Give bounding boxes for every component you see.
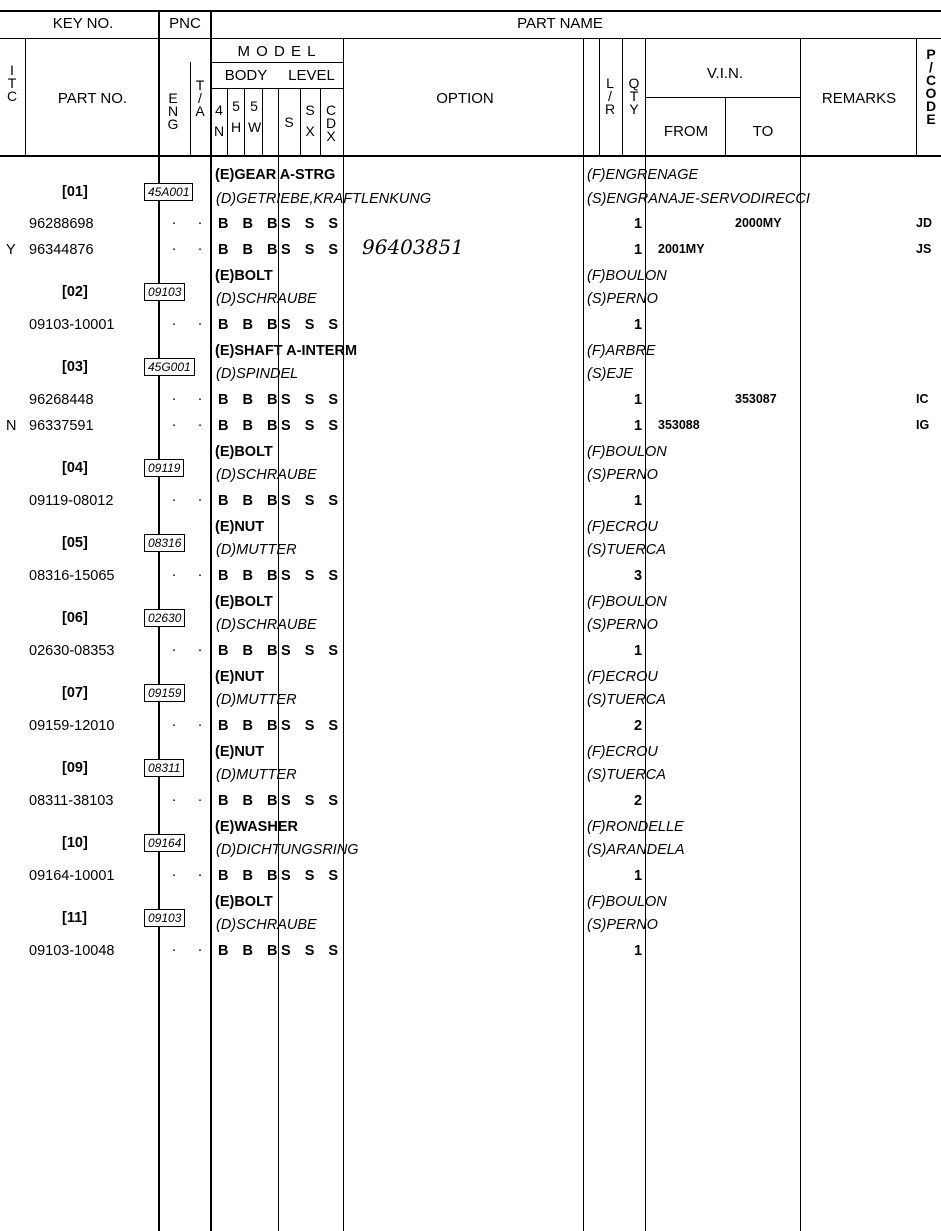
body-flags: B B B bbox=[218, 868, 283, 885]
level-flags: S S S bbox=[281, 567, 344, 584]
key-no: [06] bbox=[62, 610, 88, 627]
quantity: 1 bbox=[634, 642, 643, 659]
part-name-french: (F)BOULON bbox=[587, 893, 667, 910]
part-name-german: (D)SPINDEL bbox=[216, 366, 299, 383]
vin-left-divider bbox=[645, 38, 646, 1231]
key-no: [04] bbox=[62, 460, 88, 477]
level-col-sx: S X bbox=[305, 102, 315, 139]
pnc-code: 02630 bbox=[144, 609, 185, 627]
quantity: 1 bbox=[634, 417, 643, 434]
eng-ta-dots: . . bbox=[172, 563, 212, 580]
part-number: 09164-10001 bbox=[29, 868, 115, 885]
part-name-english: (E)NUT bbox=[215, 668, 265, 685]
model-left-divider bbox=[210, 10, 212, 1231]
level-flags: S S S bbox=[281, 216, 344, 233]
part-number: 02630-08353 bbox=[29, 642, 115, 659]
pnc-code: 09159 bbox=[144, 684, 185, 702]
part-name-german: (D)MUTTER bbox=[216, 692, 297, 709]
level-col-divider bbox=[320, 88, 321, 156]
level-flags: S S S bbox=[281, 417, 344, 434]
quantity: 1 bbox=[634, 868, 643, 885]
from-header: FROM bbox=[663, 123, 709, 140]
pnc-code: 08311 bbox=[144, 759, 184, 777]
part-name-german: (D)SCHRAUBE bbox=[216, 917, 317, 934]
eng-ta-dots: . . bbox=[172, 714, 212, 730]
eng-ta-dots: . . bbox=[172, 638, 212, 655]
quantity: 1 bbox=[634, 317, 643, 334]
quantity: 1 bbox=[634, 943, 643, 960]
lr-divider bbox=[599, 38, 600, 156]
from-to-divider bbox=[725, 97, 726, 156]
part-name-french: (F)ECROU bbox=[587, 668, 658, 685]
part-number: 09103-10048 bbox=[29, 943, 115, 960]
part-name-english: (E)BOLT bbox=[215, 893, 273, 910]
pnc-code: 09119 bbox=[144, 459, 184, 477]
part-name-german: (D)SCHRAUBE bbox=[216, 617, 317, 634]
eng-divider bbox=[190, 62, 191, 156]
part-name-german: (D)MUTTER bbox=[216, 767, 297, 784]
part-number: 96268448 bbox=[29, 392, 94, 409]
part-name-french: (F)RONDELLE bbox=[587, 818, 684, 835]
part-name-spanish: (S)PERNO bbox=[587, 917, 658, 934]
part-name-right-divider bbox=[583, 38, 584, 1231]
body-flags: B B B bbox=[218, 492, 283, 509]
body-flags: B B B bbox=[218, 216, 283, 233]
pnc-code: 08316 bbox=[144, 534, 185, 552]
quantity: 2 bbox=[634, 718, 643, 734]
part-name-spanish: (S)ARANDELA bbox=[587, 842, 685, 859]
level-flags: S S S bbox=[281, 317, 344, 334]
level-flags: S S S bbox=[281, 868, 344, 885]
body-flags: B B B bbox=[218, 642, 283, 659]
body-level-divider bbox=[210, 88, 343, 89]
part-name-french: (F)ENGRENAGE bbox=[587, 167, 699, 183]
pcode-divider bbox=[916, 38, 917, 156]
key-no: [10] bbox=[62, 835, 88, 852]
body-col-4n: 4 N bbox=[213, 102, 225, 139]
part-name-french: (F)BOULON bbox=[587, 443, 667, 460]
body-col-divider bbox=[244, 88, 245, 156]
part-name-spanish: (S)ENGRANAJE-SERVODIRECCI bbox=[587, 190, 810, 207]
part-name-german: (D)SCHRAUBE bbox=[216, 467, 317, 484]
key-no: [11] bbox=[62, 910, 87, 927]
level-col-divider bbox=[300, 88, 301, 156]
part-name-english: (E)NUT bbox=[215, 518, 265, 535]
part-number: 08316-15065 bbox=[29, 567, 115, 584]
level-flags: S S S bbox=[281, 492, 344, 509]
part-name-spanish: (S)EJE bbox=[587, 366, 633, 383]
eng-ta-dots: . . bbox=[172, 212, 212, 229]
pnc-code: 45G001 bbox=[144, 358, 195, 376]
pnc-header: PNC bbox=[169, 15, 201, 32]
body-col-divider bbox=[227, 88, 228, 156]
eng-ta-dots: . . bbox=[172, 789, 212, 806]
part-name-french: (F)ECROU bbox=[587, 743, 658, 760]
remarks-header: REMARKS bbox=[821, 90, 897, 107]
part-name-english: (E)WASHER bbox=[215, 818, 298, 835]
level-flags: S S S bbox=[281, 392, 344, 409]
body-level-divider-v bbox=[278, 88, 279, 1231]
part-name-spanish: (S)TUERCA bbox=[587, 542, 666, 559]
pcode-value: JS bbox=[916, 242, 932, 257]
part-name-english: (E)SHAFT A-INTERM bbox=[215, 342, 358, 359]
vin-from: 2001MY bbox=[658, 242, 705, 257]
part-name-german: (D)SCHRAUBE bbox=[216, 291, 317, 308]
body-flags: B B B bbox=[218, 718, 283, 734]
body-flags: B B B bbox=[218, 392, 283, 409]
pnc-code: 09103 bbox=[144, 909, 185, 927]
level-flags: S S S bbox=[281, 943, 344, 960]
vin-header: V.I.N. bbox=[706, 65, 744, 82]
itc-code: N bbox=[6, 417, 17, 434]
body-flags: B B B bbox=[218, 242, 283, 259]
level-flags: S S S bbox=[281, 718, 344, 734]
vin-to: 353087 bbox=[735, 392, 777, 407]
eng-header: E N G bbox=[167, 90, 179, 132]
part-name-spanish: (S)PERNO bbox=[587, 617, 658, 634]
itc-code: Y bbox=[6, 242, 16, 259]
part-name-english: (E)BOLT bbox=[215, 267, 273, 284]
part-name-english: (E)GEAR A-STRG bbox=[215, 167, 336, 183]
quantity: 3 bbox=[634, 567, 643, 584]
body-flags: B B B bbox=[218, 793, 283, 810]
part-number: 96288698 bbox=[29, 216, 94, 233]
key-no: [09] bbox=[62, 760, 88, 777]
pcode-value: IC bbox=[916, 392, 929, 407]
part-name-german: (D)DICHTUNGSRING bbox=[216, 842, 359, 859]
model-divider bbox=[210, 62, 343, 63]
quantity: 1 bbox=[634, 392, 643, 409]
key-no: [07] bbox=[62, 685, 88, 702]
to-header: TO bbox=[752, 123, 774, 140]
level-col-s: S bbox=[284, 114, 294, 130]
quantity: 2 bbox=[634, 793, 643, 810]
eng-ta-dots: . . bbox=[172, 388, 212, 405]
part-number: 96337591 bbox=[29, 417, 94, 434]
model-header: M O D E L bbox=[237, 43, 317, 60]
part-name-german: (D)MUTTER bbox=[216, 542, 297, 559]
body-flags: B B B bbox=[218, 567, 283, 584]
body-col-divider bbox=[262, 88, 263, 156]
part-name-french: (F)BOULON bbox=[587, 267, 667, 284]
part-name-french: (F)ECROU bbox=[587, 518, 658, 535]
qty-divider bbox=[622, 38, 623, 156]
option-header: OPTION bbox=[436, 90, 494, 107]
body-flags: B B B bbox=[218, 943, 283, 960]
part-name-english: (E)NUT bbox=[215, 743, 265, 760]
key-no: [03] bbox=[62, 359, 88, 376]
key-no: [02] bbox=[62, 284, 88, 301]
itc-divider bbox=[25, 38, 26, 156]
part-name-spanish: (S)PERNO bbox=[587, 467, 658, 484]
part-number: 09119-08012 bbox=[29, 492, 114, 509]
vin-divider bbox=[645, 97, 800, 98]
part-name-english: (E)BOLT bbox=[215, 443, 273, 460]
pcode-header: P / C O D E bbox=[925, 46, 937, 127]
ta-header: T / A bbox=[195, 77, 205, 119]
eng-ta-dots: . . bbox=[172, 313, 212, 330]
part-name-spanish: (S)TUERCA bbox=[587, 767, 666, 784]
eng-ta-dots: . . bbox=[172, 238, 212, 255]
option-divider bbox=[343, 38, 344, 1231]
quantity: 1 bbox=[634, 492, 643, 509]
part-name-french: (F)BOULON bbox=[587, 593, 667, 610]
eng-ta-dots: . . bbox=[172, 413, 212, 430]
handwritten-note: 96403851 bbox=[362, 235, 464, 260]
lr-header: L / R bbox=[604, 75, 616, 117]
part-name-english: (E)BOLT bbox=[215, 593, 273, 610]
itc-header: I T C bbox=[6, 62, 18, 104]
level-header: LEVEL bbox=[288, 67, 335, 84]
part-name-header: PART NAME bbox=[517, 15, 603, 32]
eng-ta-dots: . . bbox=[172, 488, 212, 505]
body-header: BODY bbox=[224, 67, 268, 84]
body-col-5w: 5 W bbox=[248, 98, 262, 135]
part-number: 09103-10001 bbox=[29, 317, 115, 334]
body-col-5h: 5 H bbox=[230, 98, 242, 135]
key-no: [01] bbox=[62, 183, 88, 200]
part-number: 09159-12010 bbox=[29, 718, 115, 734]
part-number: 96344876 bbox=[29, 242, 94, 259]
eng-ta-dots: . . bbox=[172, 939, 212, 956]
pnc-code: 09164 bbox=[144, 834, 185, 852]
part-no-header: PART NO. bbox=[57, 90, 128, 107]
body-flags: B B B bbox=[218, 317, 283, 334]
part-name-german: (D)GETRIEBE,KRAFTLENKUNG bbox=[216, 190, 432, 207]
pcode-value: IG bbox=[916, 417, 930, 432]
part-name-spanish: (S)TUERCA bbox=[587, 692, 666, 709]
body-flags: B B B bbox=[218, 417, 283, 434]
level-flags: S S S bbox=[281, 642, 344, 659]
level-flags: S S S bbox=[281, 793, 344, 810]
part-name-spanish: (S)PERNO bbox=[587, 291, 658, 308]
quantity: 1 bbox=[634, 216, 643, 233]
vin-to: 2000MY bbox=[735, 216, 782, 231]
pcode-value: JD bbox=[916, 216, 932, 231]
qty-header: Q T Y bbox=[628, 75, 640, 117]
part-name-french: (F)ARBRE bbox=[587, 342, 656, 359]
quantity: 1 bbox=[634, 242, 643, 259]
level-col-cdx: C D X bbox=[325, 102, 337, 144]
pnc-code: 09103 bbox=[144, 283, 185, 301]
pnc-code: 45A001 bbox=[144, 183, 193, 201]
remarks-divider bbox=[800, 38, 801, 1231]
level-flags: S S S bbox=[281, 242, 344, 259]
top-border bbox=[0, 10, 941, 12]
vin-from: 353088 bbox=[658, 417, 700, 432]
key-no: [05] bbox=[62, 535, 88, 552]
part-number: 08311-38103 bbox=[29, 793, 114, 810]
eng-ta-dots: . . bbox=[172, 864, 212, 881]
key-no-header: KEY NO. bbox=[52, 15, 114, 32]
